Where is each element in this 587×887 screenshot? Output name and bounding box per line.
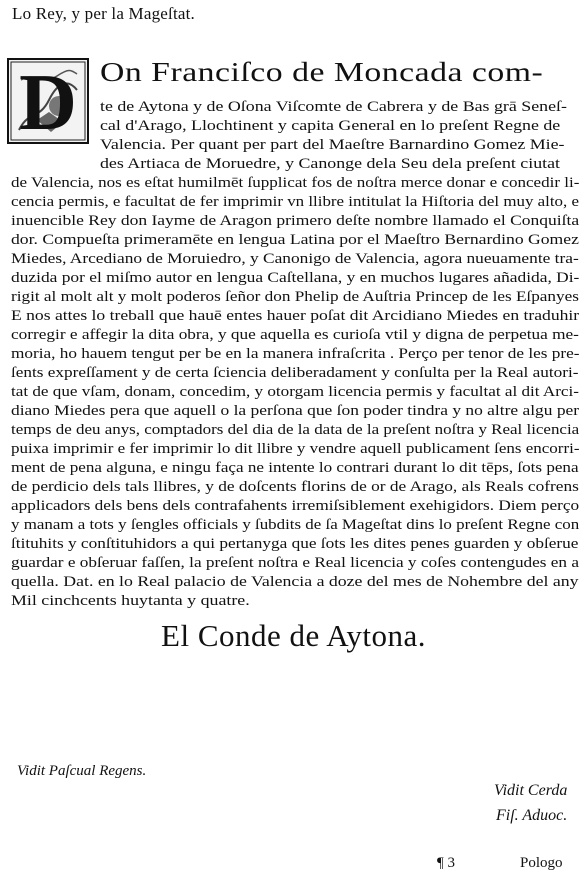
lead-line: On Franciſco de Moncada com- [100,57,544,87]
body-line: guardar e obſeruar faſſen, la preſent noſtra e Real licencia y coſes contengudes en a [11,555,579,571]
body-line: dor. Compueſta primeramēte en lengua Latina por el Maeſtro Bernardino Gomez [11,232,579,248]
body-line: cencia permis, e facultat de fer imprimir vn llibre intitulat la Hiſtoria del muy alto, e [11,194,579,210]
body-line: E nos attes lo treball que hauē entes hauer poſat dit Arcidiano Miedes en traduhir [11,308,580,324]
catchword: Pologo [520,855,563,871]
body-line: des Artiaca de Moruedre, y Canonge dela Seu dela preſent ciutat [100,156,561,172]
fis-aduoc: Fiſ. Aduoc. [496,807,568,824]
initial-letter: D [19,59,77,144]
body-line: corregir e affegir la dita obra, y que aquella es curioſa vtil y digna de perpetua me- [11,327,579,343]
body-line: de perdicio dels tals llibres, y de doſcents florins de or de Arago, als Reals cofrens [11,479,579,495]
body-line: puixa imprimir e fer imprimir lo dit llibre y vendre aquell publicament ſens encorri- [11,441,580,457]
body-line: applicadors dels bens dels contrafahents irremiſsiblement exehigidors. Diem perço [11,498,580,514]
body-line: y manam a tots y ſengles officials y ſubdits de ſa Mageſtat dins lo preſent Regne con [11,517,580,533]
body-line: temps de deu anys, comptadors del dia de la data de la preſent noſtra y Real licencia [11,422,580,438]
body-line: Mil cinchcents huytanta y quatre. [11,593,250,609]
body-line: duzida por el miſmo autor en lengua Caſtellana, y en muchos lugares añadida, Di- [11,270,580,286]
signature-line: El Conde de Aytona. [161,618,426,653]
body-line: tat de que vſam, donam, concedim, y otorgam licencia permis y facultat al dit Arci- [11,384,579,400]
body-line: diano Miedes pera que aquell o la perſona que ſon poder tindra y no altre algu per [11,403,580,419]
body-line: ment de pena alguna, e ningu faça ne intente lo contrari durant lo dit tēps, ſots pena [11,460,579,476]
body-line: cal d'Arago, Llochtinent y capita General en lo preſent Regne de [100,118,561,134]
signature-mark: ¶ 3 [437,855,456,871]
body-line: te de Aytona y de Oſona Viſcomte de Cabrera y de Bas grā Seneſ- [100,99,567,115]
vidit-right: Vidit Cerda [494,782,568,799]
body-line: de Valencia, nos es eſtat humilmēt ſupplicat fos de noſtra merce donar e concedir li- [11,175,580,191]
body-line: inuencible Rey don Iayme de Aragon primero deſte nombre llamado el Conquiſta [11,213,580,229]
body-line: ſents expreſſament y de certa ſciencia deliberadament y conſulta per la Real autori- [11,365,579,381]
body-line: Valencia. Per quant per part del Maeſtre Barnardino Gomez Mie- [100,137,565,153]
body-line: moria, ho hauem tengut per be en la manera infraſcrita . Perço per tenor de les pre- [11,346,580,362]
body-line: ſtituhits y conſtituhidors a qui pertanyga que ſots les dites penes guarden y obſerue [11,536,579,552]
vidit-left: Vidit Paſcual Regens. [17,763,147,779]
body-line: quella. Dat. en lo Real palacio de Valencia a doze del mes de Nohembre del any [11,574,579,590]
body-line: Miedes, Arcediano de Moruiedro, y Canonigo de Valencia, agora nueuamente tra- [11,251,579,267]
running-title: Lo Rey, y per la Mageſtat. [12,4,196,23]
body-line: rigit al molt alt y molt poderos ſeñor don Phelip de Auſtria Princep de les Eſpanyes [11,289,579,305]
